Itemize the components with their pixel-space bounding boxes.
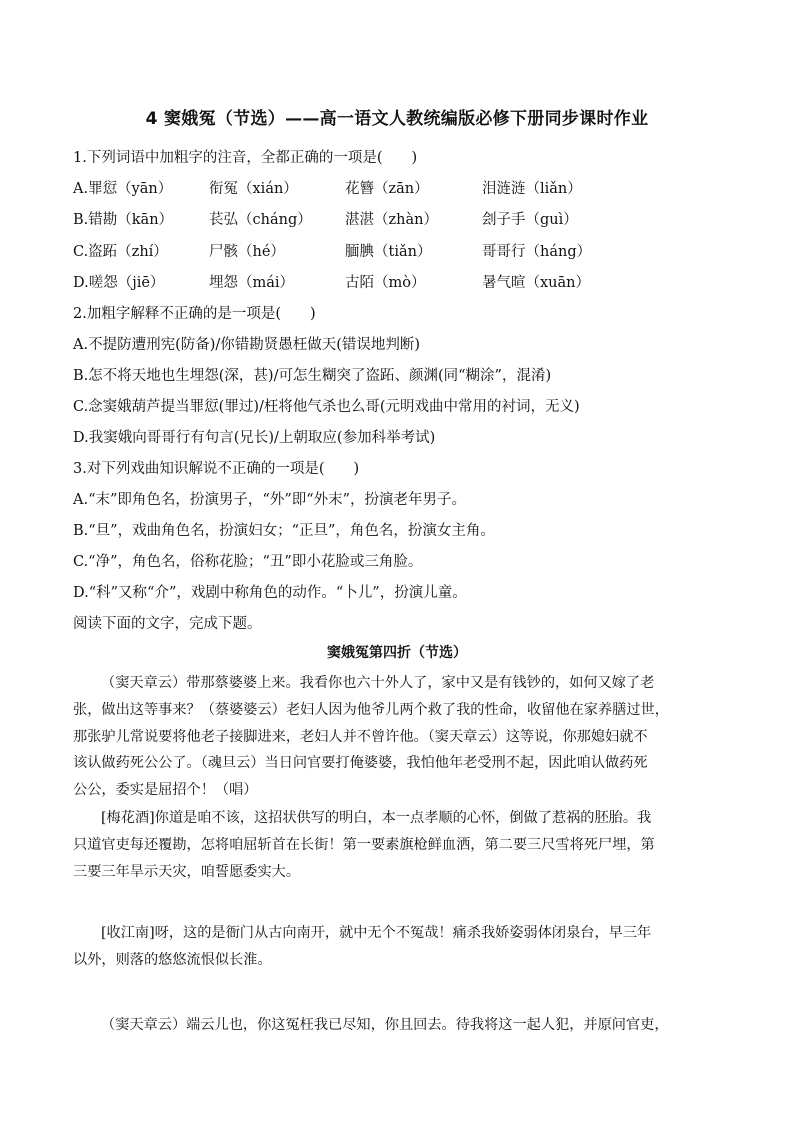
option-cell: 哥哥行（háng） [482, 244, 592, 260]
question-2-option-d: D.我窦娥向哥哥行有句言(兄长)/上朝取应(参加科举考试) [73, 430, 436, 446]
question-1-option-row [73, 208, 632, 229]
passage-paragraph-4 [73, 1012, 723, 1039]
passage-paragraph-3 [73, 920, 723, 974]
question-3-option-a: A.“末”即角色名，扮演男子，“外”即“外末”，扮演老年男子。 [73, 492, 467, 508]
option-cell: 埋怨（mái） [209, 275, 295, 291]
passage-line: 该认做药死公公了。（魂旦云）当日问官要打俺婆婆，我怕他年老受刑不起，因此咱认做药死 [73, 755, 648, 772]
option-cell: 苌弘（cháng） [209, 212, 312, 228]
passage-line: （窦天章云）端云儿也，你这冤枉我已尽知，你且回去。待我将这一起人犯，并原问官吏， [101, 1017, 669, 1033]
passage-line: 张，做出这等事来？（蔡婆婆云）老妇人因为他爷儿两个救了我的性命，收留他在家养膳过世， [73, 701, 669, 718]
question-2-option-c: C.念窦娥葫芦提当罪愆(罪过)/枉将他气杀也么哥(元明戏曲中常用的衬词，无义) [73, 399, 580, 415]
page-title: 4 窦娥冤（节选）——高一语文人教统编版必修下册同步课时作业 [145, 109, 649, 129]
question-1-option-row [73, 177, 632, 198]
passage-line: 以外，则落的悠悠流恨似长淮。 [73, 951, 272, 968]
passage-paragraph-2 [73, 805, 723, 885]
option-cell: D.嗟怨（jiē） [73, 275, 165, 291]
passage-line: （窦天章云）带那蔡婆婆上来。我看你也六十外人了，家中又是有钱钞的，如何又嫁了老 [101, 675, 655, 691]
option-cell: B.错勘（kān） [73, 212, 174, 228]
option-cell: 衔冤（xián） [209, 181, 298, 197]
option-cell: A.罪愆（yān） [73, 181, 173, 197]
question-1-stem: 1.下列词语中加粗字的注音，全都正确的一项是( ) [73, 150, 418, 166]
question-2-option-b: B.怎不将天地也生埋怨(深，甚)/可怎生糊突了盗跖、颜渊(同“糊涂”，混淆) [73, 368, 552, 384]
option-cell: 古陌（mò） [345, 275, 426, 291]
option-cell: 花簪（zān） [345, 181, 429, 197]
option-cell: 湛湛（zhàn） [345, 212, 438, 228]
option-cell: 腼腆（tiǎn） [345, 244, 432, 260]
reading-instruction: 阅读下面的文字，完成下题。 [73, 616, 262, 632]
option-cell: 尸骸（hé） [209, 244, 285, 260]
question-1-option-row [73, 271, 632, 292]
question-3-option-b: B.“旦”，戏曲角色名，扮演妇女；“正旦”，角色名，扮演女主角。 [73, 523, 495, 539]
passage-line: 只道官吏每还覆勘，怎将咱屈斩首在长街！第一要素旗枪鲜血洒，第二要三尺雪将死尸埋，第 [73, 836, 655, 853]
passage-line: 那张驴儿常说要将他老子接脚进来，老妇人并不曾许他。（窦天章云）这等说，你那媳妇就不 [73, 728, 648, 745]
option-cell: 刽子手（guì） [482, 212, 578, 228]
question-3-option-d: D.“科”又称“介”，戏剧中称角色的动作。“卜儿”，扮演儿童。 [73, 585, 467, 601]
question-2-stem: 2.加粗字解释不正确的是一项是( ) [73, 306, 316, 322]
passage-line: [收江南]呀，这的是衙门从古向南开，就中无个不冤哉！痛杀我娇姿弱体闭泉台，早三年 [101, 925, 652, 941]
passage-paragraph-1 [73, 670, 723, 804]
passage-line: 三要三年旱示天灾，咱誓愿委实大。 [73, 863, 301, 880]
question-1-option-row [73, 240, 632, 261]
passage-title: 窦娥冤第四折（节选） [327, 645, 467, 661]
option-cell: 泪涟涟（liǎn） [482, 181, 582, 197]
option-cell: 暑气暄（xuān） [482, 275, 590, 291]
passage-line: 公公，委实是屈招个！（唱） [73, 782, 258, 799]
question-3-stem: 3.对下列戏曲知识解说不正确的一项是( ) [73, 461, 360, 477]
question-2-option-a: A.不提防遭刑宪(防备)/你错勘贤愚枉做天(错误地判断) [73, 337, 421, 353]
option-cell: C.盗跖（zhí） [73, 244, 168, 260]
passage-line: [梅花酒]你道是咱不该，这招状供写的明白，本一点孝顺的心怀，倒做了惹祸的胚胎。我 [101, 810, 652, 826]
question-3-option-c: C.“净”，角色名，俗称花脸；“丑”即小花脸或三角脸。 [73, 554, 423, 570]
